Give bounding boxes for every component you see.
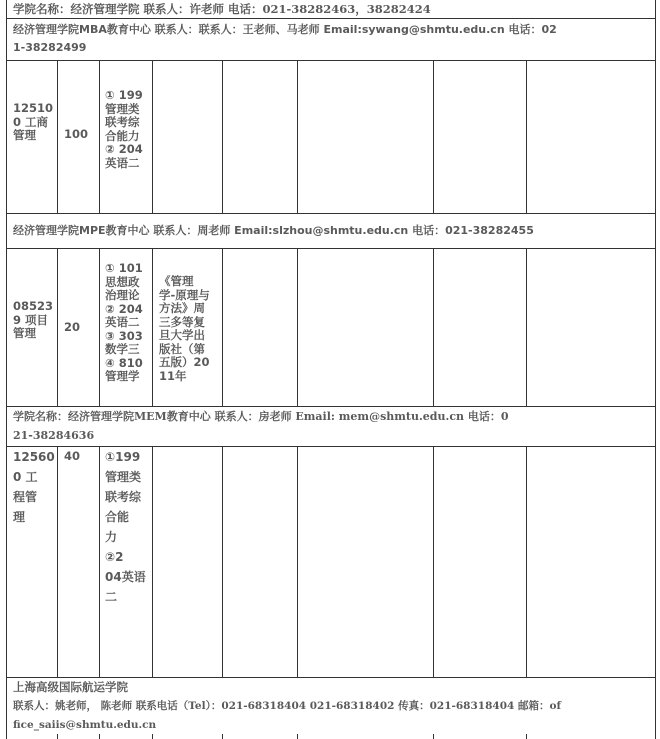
column-rule: [526, 734, 527, 739]
section-header-shipping: 上海高级国际航运学院: [13, 680, 128, 694]
reference-books: 《管理 学-原理与 方法》周 三多等复 旦大学出 版社（第 五版）20 11年: [159, 274, 210, 383]
column-rule: [222, 446, 223, 677]
column-rule: [152, 248, 153, 406]
column-rule: [152, 60, 153, 213]
column-rule: [433, 734, 434, 739]
table-rule: [6, 60, 655, 61]
column-rule: [99, 60, 100, 213]
column-rule: [526, 446, 527, 677]
section-header-economics: 学院名称：经济管理学院 联系人：许老师 电话：021-38282463，38282424: [13, 2, 431, 16]
enrollment-count: 100: [64, 127, 89, 141]
column-rule: [222, 248, 223, 406]
table-rule: [6, 406, 655, 407]
column-rule: [297, 248, 298, 406]
enrollment-count: 20: [64, 320, 81, 334]
table-border: [655, 0, 656, 739]
table-border: [6, 0, 7, 739]
section-header-shipping-email: fice_saiis@shmtu.edu.cn: [13, 719, 157, 731]
column-rule: [297, 60, 298, 213]
section-header-mba: 经济管理学院MBA教育中心 联系人：联系人：王老师、马老师 Email:sywang@shmtu.edu.cn 电话：02: [13, 23, 557, 36]
column-rule: [526, 248, 527, 406]
column-rule: [433, 60, 434, 213]
table-rule: [6, 213, 655, 214]
exam-subjects: ①199 管理类 联考综 合能 力 ②2 04英语 二: [105, 450, 146, 604]
column-rule: [99, 734, 100, 739]
column-rule: [152, 734, 153, 739]
column-rule: [57, 248, 58, 406]
table-rule: [6, 677, 655, 678]
column-rule: [526, 60, 527, 213]
column-rule: [99, 446, 100, 677]
column-rule: [57, 446, 58, 677]
table-rule: [6, 18, 655, 19]
section-header-mpe: 经济管理学院MPE教育中心 联系人：周老师 Email:slzhou@shmtu.edu.cn 电话：021-38282455: [13, 224, 534, 237]
exam-subjects: ① 199 管理类 联考综 合能力 ② 204 英语二: [105, 88, 143, 170]
section-header-mba-phone: 1-38282499: [13, 41, 87, 54]
exam-subjects: ① 101 思想政 治理论 ② 204 英语二 ③ 303 数学三 ④ 810 管理学: [105, 261, 143, 383]
section-header-mem: 学院名称：经济管理学院MEM教育中心 联系人：房老师 Email: mem@shmtu.edu.cn 电话：0: [13, 410, 509, 423]
column-rule: [433, 446, 434, 677]
program-code-name: 12510 0 工商 管理: [13, 101, 54, 142]
column-rule: [99, 248, 100, 406]
section-header-mem-phone: 21-38284636: [13, 429, 95, 442]
table-rule: [6, 248, 655, 249]
section-header-shipping-contact: 联系人：姚老师， 陈老师 联系电话（Tel）：021-68318404 021-68318402 传真：021-68318404 邮箱：of: [13, 700, 561, 712]
table-rule: [6, 446, 655, 447]
column-rule: [433, 248, 434, 406]
column-rule: [152, 446, 153, 677]
column-rule: [57, 60, 58, 213]
program-code-name: 08523 9 项目 管理: [13, 299, 54, 340]
program-code-name: 12560 0 工 程管 理: [13, 450, 55, 524]
enrollment-count: 40: [64, 449, 81, 463]
column-rule: [297, 446, 298, 677]
column-rule: [222, 60, 223, 213]
column-rule: [57, 734, 58, 739]
column-rule: [297, 734, 298, 739]
column-rule: [222, 734, 223, 739]
